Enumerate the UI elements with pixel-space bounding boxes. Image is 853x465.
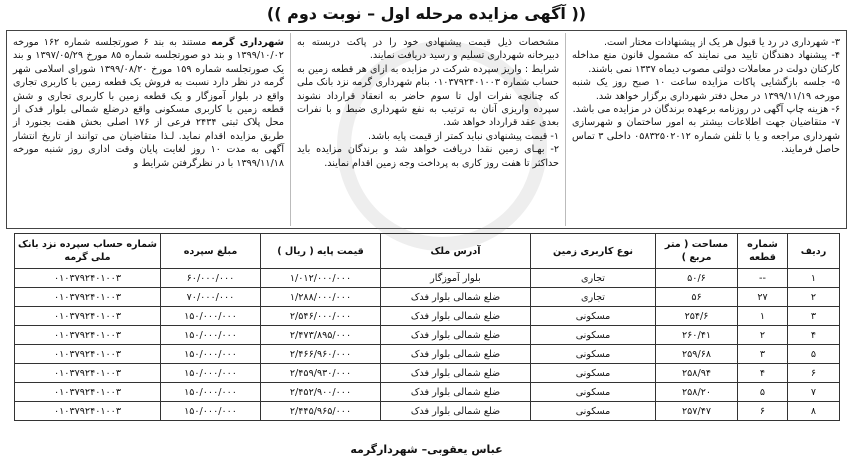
auction-table-container xyxy=(14,233,839,421)
cell-address: ضلع شمالی بلوار فدک xyxy=(381,402,531,421)
header-address: آدرس ملک xyxy=(381,234,531,269)
cell-address: ضلع شمالی بلوار فدک xyxy=(381,345,531,364)
issuer-name: شهرداری گرمه xyxy=(211,37,284,48)
header-base-price: قیمت پایه ( ریال ) xyxy=(261,234,381,269)
cell-area: ۲۵۷/۴۷ xyxy=(656,402,738,421)
cell-base-price: ۲/۴۵۹/۹۳۰/۰۰۰ xyxy=(261,364,381,383)
header-land-use: نوع کاربری زمین xyxy=(531,234,656,269)
condition-5: ۵- جلسه بازگشایی پاکات مزایده ساعت ۱۰ صبح روز یک شنبه مورخه ۱۳۹۹/۱۱/۱۹ در محل دفتر شهرداری برگزار خواهد شد. xyxy=(572,77,841,102)
cell-deposit: ۱۵۰/۰۰۰/۰۰۰ xyxy=(161,345,261,364)
cell-address: ضلع شمالی بلوار فدک xyxy=(381,307,531,326)
condition-1: ۱- قیمت پیشنهادی نباید کمتر از قیمت پایه باشد. xyxy=(368,130,559,142)
table-row xyxy=(15,383,840,402)
header-row-number: ردیف xyxy=(788,234,840,269)
cell-plot-number: ۲ xyxy=(738,326,788,345)
condition-2: ۲- بهـای زمین نقدا دریافت خواهد شد و برندگان مزایده باید حداکثر تا هفت روز کاری به پرداخت وجه زمین اقدام نمایند. xyxy=(297,144,559,169)
cell-area: ۲۵۸/۹۴ xyxy=(656,364,738,383)
cell-row-number: ۵ xyxy=(788,345,840,364)
cell-row-number: ۸ xyxy=(788,402,840,421)
cell-row-number: ۴ xyxy=(788,326,840,345)
cell-base-price: ۲/۴۶۶/۹۶۰/۰۰۰ xyxy=(261,345,381,364)
cell-plot-number: -- xyxy=(738,269,788,288)
cell-account: ۰۱۰۳۷۹۲۴۰۱۰۰۳ xyxy=(15,364,161,383)
table-row xyxy=(15,326,840,345)
table-row xyxy=(15,269,840,288)
cell-account: ۰۱۰۳۷۹۲۴۰۱۰۰۳ xyxy=(15,307,161,326)
notice-column-3 xyxy=(566,33,846,226)
cell-area: ۲۵۸/۲۰ xyxy=(656,383,738,402)
table-row xyxy=(15,402,840,421)
cell-address: ضلع شمالی بلوار فدک xyxy=(381,383,531,402)
table-row xyxy=(15,307,840,326)
cell-deposit: ۱۵۰/۰۰۰/۰۰۰ xyxy=(161,402,261,421)
cell-land-use: مسکونی xyxy=(531,402,656,421)
table-body xyxy=(15,269,840,421)
cell-base-price: ۲/۴۴۵/۹۶۵/۰۰۰ xyxy=(261,402,381,421)
condition-3: ۳- شهرداری در رد یا قبول هر یک از پیشنهادات مختار است. xyxy=(603,37,840,48)
cell-account: ۰۱۰۳۷۹۲۴۰۱۰۰۳ xyxy=(15,269,161,288)
table-row xyxy=(15,364,840,383)
condition-4: ۴- پیشنهاد دهندگان تایید می نمایند که مشمول قانون منع مداخله کارکنان دولت در معاملات دولتی مصوب دیماه ۱۳۳۷ نمی باشند. xyxy=(572,50,840,75)
cell-land-use: مسکونی xyxy=(531,364,656,383)
notice-column-1 xyxy=(7,33,290,226)
cell-land-use: مسکونی xyxy=(531,383,656,402)
cell-address: بلوار آموزگار xyxy=(381,269,531,288)
cell-row-number: ۳ xyxy=(788,307,840,326)
cell-land-use: مسکونی xyxy=(531,326,656,345)
header-area: مساحت ( متر مربع ) xyxy=(656,234,738,269)
cell-base-price: ۲/۴۵۲/۹۰۰/۰۰۰ xyxy=(261,383,381,402)
cell-account: ۰۱۰۳۷۹۲۴۰۱۰۰۳ xyxy=(15,402,161,421)
signature-line: عباس یعقوبی– شهردارگرمه xyxy=(350,443,503,456)
cell-base-price: ۱/۰۱۲/۰۰۰/۰۰۰ xyxy=(261,269,381,288)
cell-area: ۲۶۰/۴۱ xyxy=(656,326,738,345)
cell-plot-number: ۱ xyxy=(738,307,788,326)
cell-deposit: ۱۵۰/۰۰۰/۰۰۰ xyxy=(161,383,261,402)
cell-deposit: ۱۵۰/۰۰۰/۰۰۰ xyxy=(161,364,261,383)
header-plot-number: شماره قطعه xyxy=(738,234,788,269)
notice-box xyxy=(6,30,847,229)
cell-deposit: ۶۰/۰۰۰/۰۰۰ xyxy=(161,269,261,288)
cell-plot-number: ۶ xyxy=(738,402,788,421)
cell-account: ۰۱۰۳۷۹۲۴۰۱۰۰۳ xyxy=(15,383,161,402)
cell-account: ۰۱۰۳۷۹۲۴۰۱۰۰۳ xyxy=(15,326,161,345)
condition-7: ۷- متقاضیان جهت اطلاعات بیشتر به امور ساختمان و شهرسازی شهرداری مراجعه و یا با تلفن شماره ۰۵۸۳۲۵۰۲۰۱۲ داخلی ۳ تماس حاصل فرمایند. xyxy=(572,117,840,156)
cell-deposit: ۱۵۰/۰۰۰/۰۰۰ xyxy=(161,326,261,345)
cell-land-use: تجاری xyxy=(531,269,656,288)
header-account: شماره حساب سپرده نزد بانک ملی گرمه xyxy=(15,234,161,269)
cell-land-use: تجاری xyxy=(531,288,656,307)
cell-address: ضلع شمالی بلوار فدک xyxy=(381,288,531,307)
table-row xyxy=(15,288,840,307)
condition-deposit: شرایط : واریز سپرده شرکت در مزایده به ازای هر قطعه زمین به حساب شماره ۰۱۰۳۷۹۲۴۰۱۰۰۳ بنام شهرداری گرمه نزد بانک ملی که چنانچه نفرات اول تا سوم حاضر به انعقاد قرارداد نشوند سپرده واریزی آنان به ترتیب به نفع شهرداری ضبط و با نفرات بعدی عقد قرارداد خواهد شد. xyxy=(297,63,559,129)
cell-base-price: ۲/۴۷۳/۸۹۵/۰۰۰ xyxy=(261,326,381,345)
table-header-row xyxy=(15,234,840,269)
cell-area: ۵۶ xyxy=(656,288,738,307)
condition-6: ۶- هزینه چاپ آگهی در روزنامه برعهده برندگان در مزایده می باشد. xyxy=(572,104,840,116)
cell-land-use: مسکونی xyxy=(531,345,656,364)
cell-account: ۰۱۰۳۷۹۲۴۰۱۰۰۳ xyxy=(15,288,161,307)
cell-row-number: ۶ xyxy=(788,364,840,383)
intro-text: مستند به بند ۶ صورتجلسه شماره ۱۶۲ مورخه ۱۳۹۹/۱۰/۰۲ و بند دو صورتجلسه شماره ۸۵ مورخ ۱۳۹۷/۰۵/۲۹ و بند یک صورتجلسه شماره ۱۵۹ مورخ ۱۳۹۹/۰۸/۲۰ شورای اسلامی شهر گرمه در نظر دارد نسبت به فروش یک قطعه زمین با کاربری تجاری واقع در بلوار آموزگار و یک قطعه زمین با کاربری تجاری و شش قطعه زمین با کاربری مسکونی واقع درضلع شمالی بلوار فدک از محل پلاک ثبتی ۲۴۳۴ فرعی از ۱۷۶ اصلی بخش هفت بجنورد از طریق مزایده اقدام نماید. لـذا متقاضیان می توانند از تاریخ انتشار آگهی به مدت ۱۰ روز لغایت پایان وقت اداری روز شنبه مورخه ۱۳۹۹/۱۱/۱۸ با در نظرگرفتن شرایط و xyxy=(13,37,284,169)
cell-row-number: ۷ xyxy=(788,383,840,402)
submission-text: مشخصات ذیل قیمت پیشنهادی خود را در پاکت دربسته به دبیرخانه شهرداری تسلیم و رسید دریافت نمایند. xyxy=(297,37,559,62)
table-row xyxy=(15,345,840,364)
cell-address: ضلع شمالی بلوار فدک xyxy=(381,364,531,383)
cell-land-use: مسکونی xyxy=(531,307,656,326)
header-deposit: مبلغ سپرده xyxy=(161,234,261,269)
cell-area: ۲۵۹/۶۸ xyxy=(656,345,738,364)
cell-area: ۲۵۴/۶ xyxy=(656,307,738,326)
cell-row-number: ۲ xyxy=(788,288,840,307)
cell-base-price: ۲/۵۴۶/۰۰۰/۰۰۰ xyxy=(261,307,381,326)
notice-column-2 xyxy=(290,33,566,226)
auction-table xyxy=(14,233,840,421)
cell-plot-number: ۴ xyxy=(738,364,788,383)
cell-plot-number: ۲۷ xyxy=(738,288,788,307)
cell-base-price: ۱/۲۸۸/۰۰۰/۰۰۰ xyxy=(261,288,381,307)
cell-deposit: ۱۵۰/۰۰۰/۰۰۰ xyxy=(161,307,261,326)
cell-deposit: ۷۰/۰۰۰/۰۰۰ xyxy=(161,288,261,307)
cell-area: ۵۰/۶ xyxy=(656,269,738,288)
cell-row-number: ۱ xyxy=(788,269,840,288)
cell-account: ۰۱۰۳۷۹۲۴۰۱۰۰۳ xyxy=(15,345,161,364)
cell-plot-number: ۳ xyxy=(738,345,788,364)
cell-plot-number: ۵ xyxy=(738,383,788,402)
ad-title: (( آگهی مزایده مرحله اول – نوبت دوم )) xyxy=(266,4,587,23)
cell-address: ضلع شمالی بلوار فدک xyxy=(381,326,531,345)
